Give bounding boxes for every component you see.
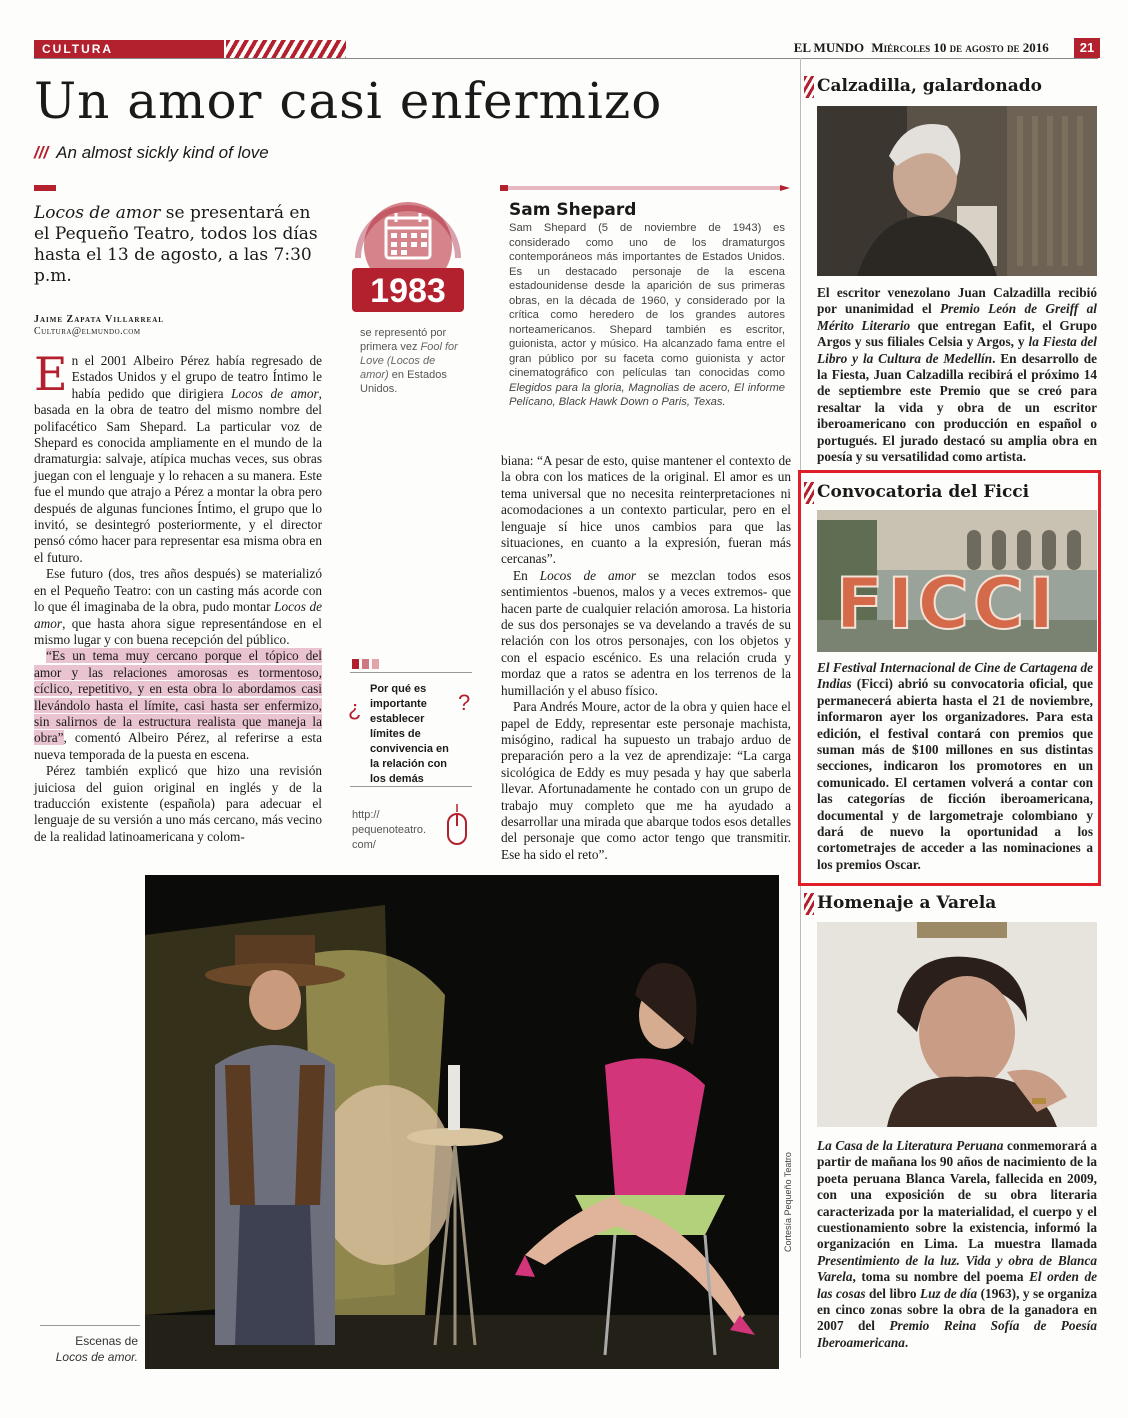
paragraph-2-title: Locos de amor (34, 599, 322, 631)
question-mark-icon: ? (458, 690, 471, 715)
pencil-divider (500, 184, 790, 192)
stage-photo (145, 875, 779, 1369)
mouse-icon (446, 804, 468, 846)
varela-exhibition: Presentimiento de la luz. Vida y obra de Blanca Varela (817, 1252, 1097, 1285)
ficci-title: Convocatoria del Ficci (817, 482, 1030, 502)
paragraph-1-text-cont: , basada en la obra de teatro del mismo nombre del polifacético Sam Shepard. La particular voz de Shepard es conocida ampliamente en el mundo de la dramaturgia: salvaje, atípica muchas veces, sus obras juegan con el lenguaje y lo rehacen a su manera. Este fue el mundo que atrajo a Pérez a montar la obra pero después de algunas funciones Íntimo, el grupo que lo invitó, se desintegró posteriormente, y el director pensó cómo hacer para representar esa misma obra en el futuro. (34, 385, 322, 565)
calzadilla-award: Premio León de Greiff al Mérito Literario (817, 301, 1097, 333)
paragraph-7: Para Andrés Moure, actor de la obra y quien hace el papel de Eddy, representar este personaje machista, misógino, radical ha supuesto un trabajo arduo de preparación pero a la vez de aprendizaje: “La carga sicológica de Eddy es muy pesada y hay que saberla llevar. Afortunadamente he contado con un grupo de trabajo muy completo que me ha ayudado a desarrollar una mirada que abarque todos esos detalles del personaje que como actor tengo que transmitir. Ese ha sido el reto”. (501, 699, 791, 862)
varela-prize: Premio Reina Sofía de Poesía Iberoamericana (817, 1318, 1097, 1350)
deck-text: se presentará en el Pequeño Teatro, todos los días hasta el 13 de agosto, a las 7:30 p.m. (34, 203, 318, 286)
year-caption (360, 326, 460, 396)
page-number: 21 (1074, 38, 1100, 58)
paragraph-3 (34, 648, 322, 763)
subhead-text: An almost sickly kind of love (56, 143, 269, 162)
sidebar-hatch-marker (804, 76, 814, 98)
paragraph-6-title: Locos de amor (539, 567, 637, 583)
header-rule (34, 58, 1098, 59)
inverted-question-mark-icon: ¿ (348, 696, 362, 721)
sidebox-title: Sam Shepard (509, 200, 637, 220)
deck (34, 203, 330, 287)
sidebar-hatch-marker (804, 893, 814, 915)
photo-caption-text: Escenas de (75, 1334, 138, 1348)
article-column-1 (34, 347, 322, 845)
year-value: 1983 (370, 272, 446, 310)
sidebar-hatch-marker (804, 482, 814, 504)
section-hatch-decoration (226, 40, 346, 58)
sidebox-text-body: Sam Shepard (5 de noviembre de 1943) es considerado como uno de los dramaturgos contemporáneos más importantes de Estados Unidos. Es un destacado personaje de la escena estadounidense desde la aparición de sus primeras obras, en la década de 1960, y considerado por la crítica como heredero de los grandes autores norteamericanos. Shepard también es escritor, guionista, actor y músico. Ha alcanzado fama entre el gran público por su faceta como guionista y actor cinematográfico con películas tan conocidas como (509, 222, 785, 379)
varela-title: Homenaje a Varela (817, 893, 997, 913)
varela-text-5: (1963), y se organiza en cinco zonas sobre la obra de la ganadora en 2007 del (817, 1285, 1097, 1334)
question-box-rule-bottom (350, 786, 472, 787)
website-link[interactable]: http:// pequenoteatro. com/ (352, 809, 427, 851)
varela-name: Blanca Varela (905, 1170, 987, 1186)
varela-poem: El orden de las cosas (817, 1269, 1097, 1301)
paragraph-6-text-cont: se mezclan todos esos sentimientos -buenos, malos y a veces extremos- que hacen parte de cualquier relación amorosa. La historia de sus dos personajes se va develando a través de su relación con los otros personajes, con los objetos y con el espacio escénico. Es una relación cruda y mordaz que a ratos se adentra en los terrenos de la humillación y el abuso físico. (501, 567, 791, 698)
deck-title: Locos de amor (34, 203, 161, 223)
varela-text-1: conmemorará a partir de mañana los 90 años de nacimiento de la poeta peruana (817, 1138, 1098, 1186)
paragraph-2 (34, 566, 322, 648)
ficci-text-body: (Ficci) abrió su convocatoria oficial, que permanecerá abierta hasta el 21 de noviembre, informaron ayer los organizadores. Para esta edición, el festival contará con premios que suman más de $100 millones en sus distintas secciones, indicaron los promotores en un comunicado. El certamen volverá a contar con las categorías de ficción iberoamericana, documental y de largometraje colombiano y dará de nuevo la oportunidad a los cortometrajes de acceder a las nominaciones a los premios Oscar. (817, 676, 1093, 872)
varela-text (817, 1138, 1097, 1351)
photo-caption-title: Locos de amor. (55, 1350, 138, 1364)
calzadilla-text-1: El escritor venezolano (817, 285, 958, 300)
calzadilla-title: Calzadilla, galardonado (817, 76, 1042, 96)
drop-cap: E (34, 347, 68, 401)
calzadilla-text-4: . En desarrollo de la Fiesta, Juan Calzadilla recibirá el próximo 14 de septiembre este Premio que se creó para resaltar la vida y obra de un escritor iberoamericano con producción en español o portugués. El jurado destacó su amplia obra en poesía y su versatilidad como artista. (817, 350, 1097, 465)
paragraph-6-text: En (513, 567, 540, 583)
varela-text-2: , fallecida en 2009, con una exposición de su obra literaria caracterizada por la materialidad, el cuerpo y el cuestionamiento sobre la existencia, informó la organización en Lima. La muestra llamada (817, 1170, 1097, 1252)
varela-institution: La Casa de la Literatura Peruana (817, 1138, 1004, 1153)
paragraph-2-text: Ese futuro (dos, tres años después) se materializó en el Pequeño Teatro: con un casting más acorde con lo que él imaginaba de la obra, pudo montar (34, 566, 322, 615)
calzadilla-name: Juan Calzadilla (957, 285, 1051, 300)
ficci-photo (817, 510, 1097, 652)
highlighted-quote: “Es un tema muy cercano porque el tópico del amor y las relaciones amorosas es tormentoso, cíclico, repetitivo, y en esta obra lo abordamos casi llevándolo hasta el límite, casi hasta ser enfermizo, sin salirnos de la estructura realista que maneja la obra” (34, 648, 322, 746)
calzadilla-text-2: recibió por unanimidad el (817, 285, 1097, 317)
photo-credit: Cortesía Pequeño Teatro (783, 1152, 793, 1252)
varela-photo (817, 922, 1097, 1127)
subhead (34, 143, 269, 163)
paragraph-3-text: , comentó Albeiro Pérez, al referirse a esta nueva temporada de la puesta en escena. (34, 730, 322, 762)
varela-text-3: , toma su nombre del poema (852, 1269, 1030, 1285)
sidebox-text (509, 221, 785, 410)
paragraph-4: Pérez también explicó que hizo una revisión juiciosa del guion original en inglés y de la traducción existente (española) para adecuar el lenguaje de su versión a uno más cercano, más vecino de la realidad latinoamericana y colom- (34, 763, 322, 844)
deck-marker (34, 185, 56, 191)
ficci-sign: FICCI (835, 563, 1059, 645)
calzadilla-fair: la Fiesta del Libro y la Cultura de Medellín (817, 334, 1097, 366)
year-caption-text: se representó por primera vez (360, 327, 447, 353)
caption-rule (40, 1325, 140, 1326)
question-text: Por qué es importante establecer límites de convivencia en la relación con los demás (370, 683, 449, 785)
calzadilla-photo (817, 106, 1097, 276)
sidebox-film-titles: Elegidos para la gloria, Magnolias de acero, El informe Pelícano, Black Hawk Down o Paris, Texas. (509, 381, 785, 408)
paragraph-2-text-cont: , que hasta ahora sigue representándose en el mismo lugar y con buena recepción del público. (34, 615, 322, 647)
byline-name: Jaime Zapata Villarreal (34, 314, 164, 325)
masthead (782, 40, 1082, 56)
question-box-rule-top (350, 672, 472, 673)
ficci-text (817, 660, 1093, 873)
paragraph-6 (501, 568, 791, 699)
chat-bubble-icon (352, 656, 382, 670)
year-caption-title: Fool for Love (Locos de amor) (360, 341, 458, 381)
masthead-name: EL MUNDO (793, 40, 865, 55)
calzadilla-text-3: que entregan Eafit, el Grupo Argos y sus filiales Celsia y Argos, y (817, 317, 1097, 350)
masthead-date: Miércoles 10 de agosto de 2016 (871, 40, 1049, 55)
headline: Un amor casi enfermizo (34, 72, 663, 130)
varela-text-4: del libro (865, 1285, 920, 1301)
varela-book: Luz de día (920, 1285, 978, 1301)
ficci-festival-name: El Festival Internacional de Cine de Cartagena de Indias (817, 660, 1093, 692)
subhead-slashes: /// (34, 143, 49, 162)
calendar-year-badge (346, 188, 470, 320)
byline-email: Cultura@elmundo.com (34, 326, 141, 337)
calzadilla-text (817, 285, 1097, 465)
year-caption-text-cont: en Estados Unidos. (360, 369, 447, 395)
photo-caption (40, 1333, 138, 1365)
paragraph-1-text: n el 2001 Albeiro Pérez había regresado de Estados Unidos y el grupo de teatro Íntimo le había pedido que dirigiera (71, 353, 322, 401)
article-column-2 (501, 453, 791, 863)
section-label: CULTURA (34, 40, 224, 58)
paragraph-1-title: Locos de amor (231, 385, 319, 401)
varela-text-6: . (904, 1334, 909, 1350)
paragraph-1 (34, 347, 322, 566)
paragraph-5: biana: “A pesar de esto, quise mantener el contexto de la obra con los matices de la original. El amor es un tema universal que no necesita reinterpretaciones ni acomodaciones a un contexto particular, pero en el lenguaje sí hice unos cambios para que las situaciones, en cuanto a la expresión, fueran más cercanas”. (501, 453, 791, 567)
